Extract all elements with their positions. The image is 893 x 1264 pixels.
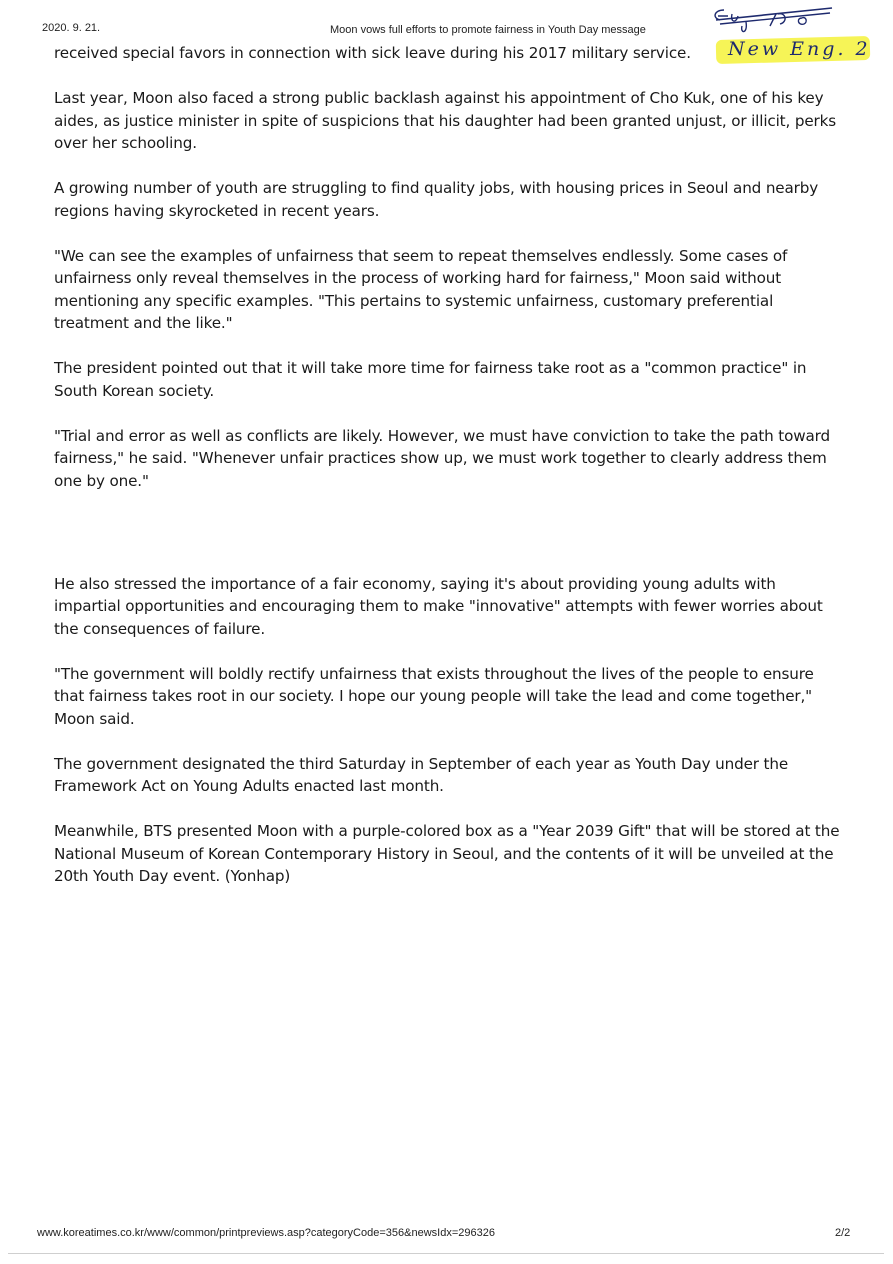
footer-url: www.koreatimes.co.kr/www/common/printpreviews.asp?categoryCode=356&newsIdx=296326 xyxy=(37,1227,495,1239)
struck-out-handwriting xyxy=(706,4,836,34)
article-paragraph: The president pointed out that it will take more time for fairness take root as a "common practice" in South Korean society. xyxy=(54,359,807,400)
article-body xyxy=(54,42,844,910)
bottom-rule xyxy=(8,1253,884,1254)
article-paragraph: The government designated the third Saturday in September of each year as Youth Day under the Framework Act on Young Adults enacted last month. xyxy=(54,754,789,795)
article-paragraph: A growing number of youth are struggling to find quality jobs, with housing prices in Seoul and nearby regions having skyrocketed in recent years. xyxy=(54,179,819,220)
article-paragraph: Last year, Moon also faced a strong public backlash against his appointment of Cho Kuk, one of his key aides, as justice minister in spite of suspicions that his daughter had been granted unjust, or illicit, perks over her schooling. xyxy=(54,89,837,152)
blank-space xyxy=(54,515,844,573)
article-paragraph: He also stressed the importance of a fair economy, saying it's about providing young adults with impartial opportunities and encouraging them to make "innovative" attempts with fewer worries about the consequences of failure. xyxy=(54,574,823,638)
article-paragraph: "The government will boldly rectify unfairness that exists throughout the lives of the people to ensure that fairness takes root in our society. I hope our young people will take the lead and come together," Moon said. xyxy=(54,664,814,728)
print-header-title: Moon vows full efforts to promote fairness in Youth Day message xyxy=(330,24,646,36)
article-paragraph: Meanwhile, BTS presented Moon with a purple-colored box as a "Year 2039 Gift" that will be stored at the National Museum of Korean Contemporary History in Seoul, and the contents of it will be unveiled at the 20th Youth Day event. (Yonhap) xyxy=(54,822,840,885)
page-number: 2/2 xyxy=(835,1227,851,1239)
article-paragraph: "We can see the examples of unfairness that seem to repeat themselves endlessly. Some cases of unfairness only reveal themselves in the process of working hard for fairness," Moon said without mentioning any specific examples. "This pertains to systemic unfairness, customary preferential treatment and the like." xyxy=(54,246,788,332)
article-paragraph: received special favors in connection with sick leave during his 2017 military service. xyxy=(54,44,691,62)
handwritten-note: New Eng. 2 xyxy=(728,38,871,60)
print-date: 2020. 9. 21. xyxy=(42,22,101,34)
article-paragraph: "Trial and error as well as conflicts are likely. However, we must have conviction to take the path toward fairness," he said. "Whenever unfair practices show up, we must work together to clearly address them one by one." xyxy=(54,426,831,490)
